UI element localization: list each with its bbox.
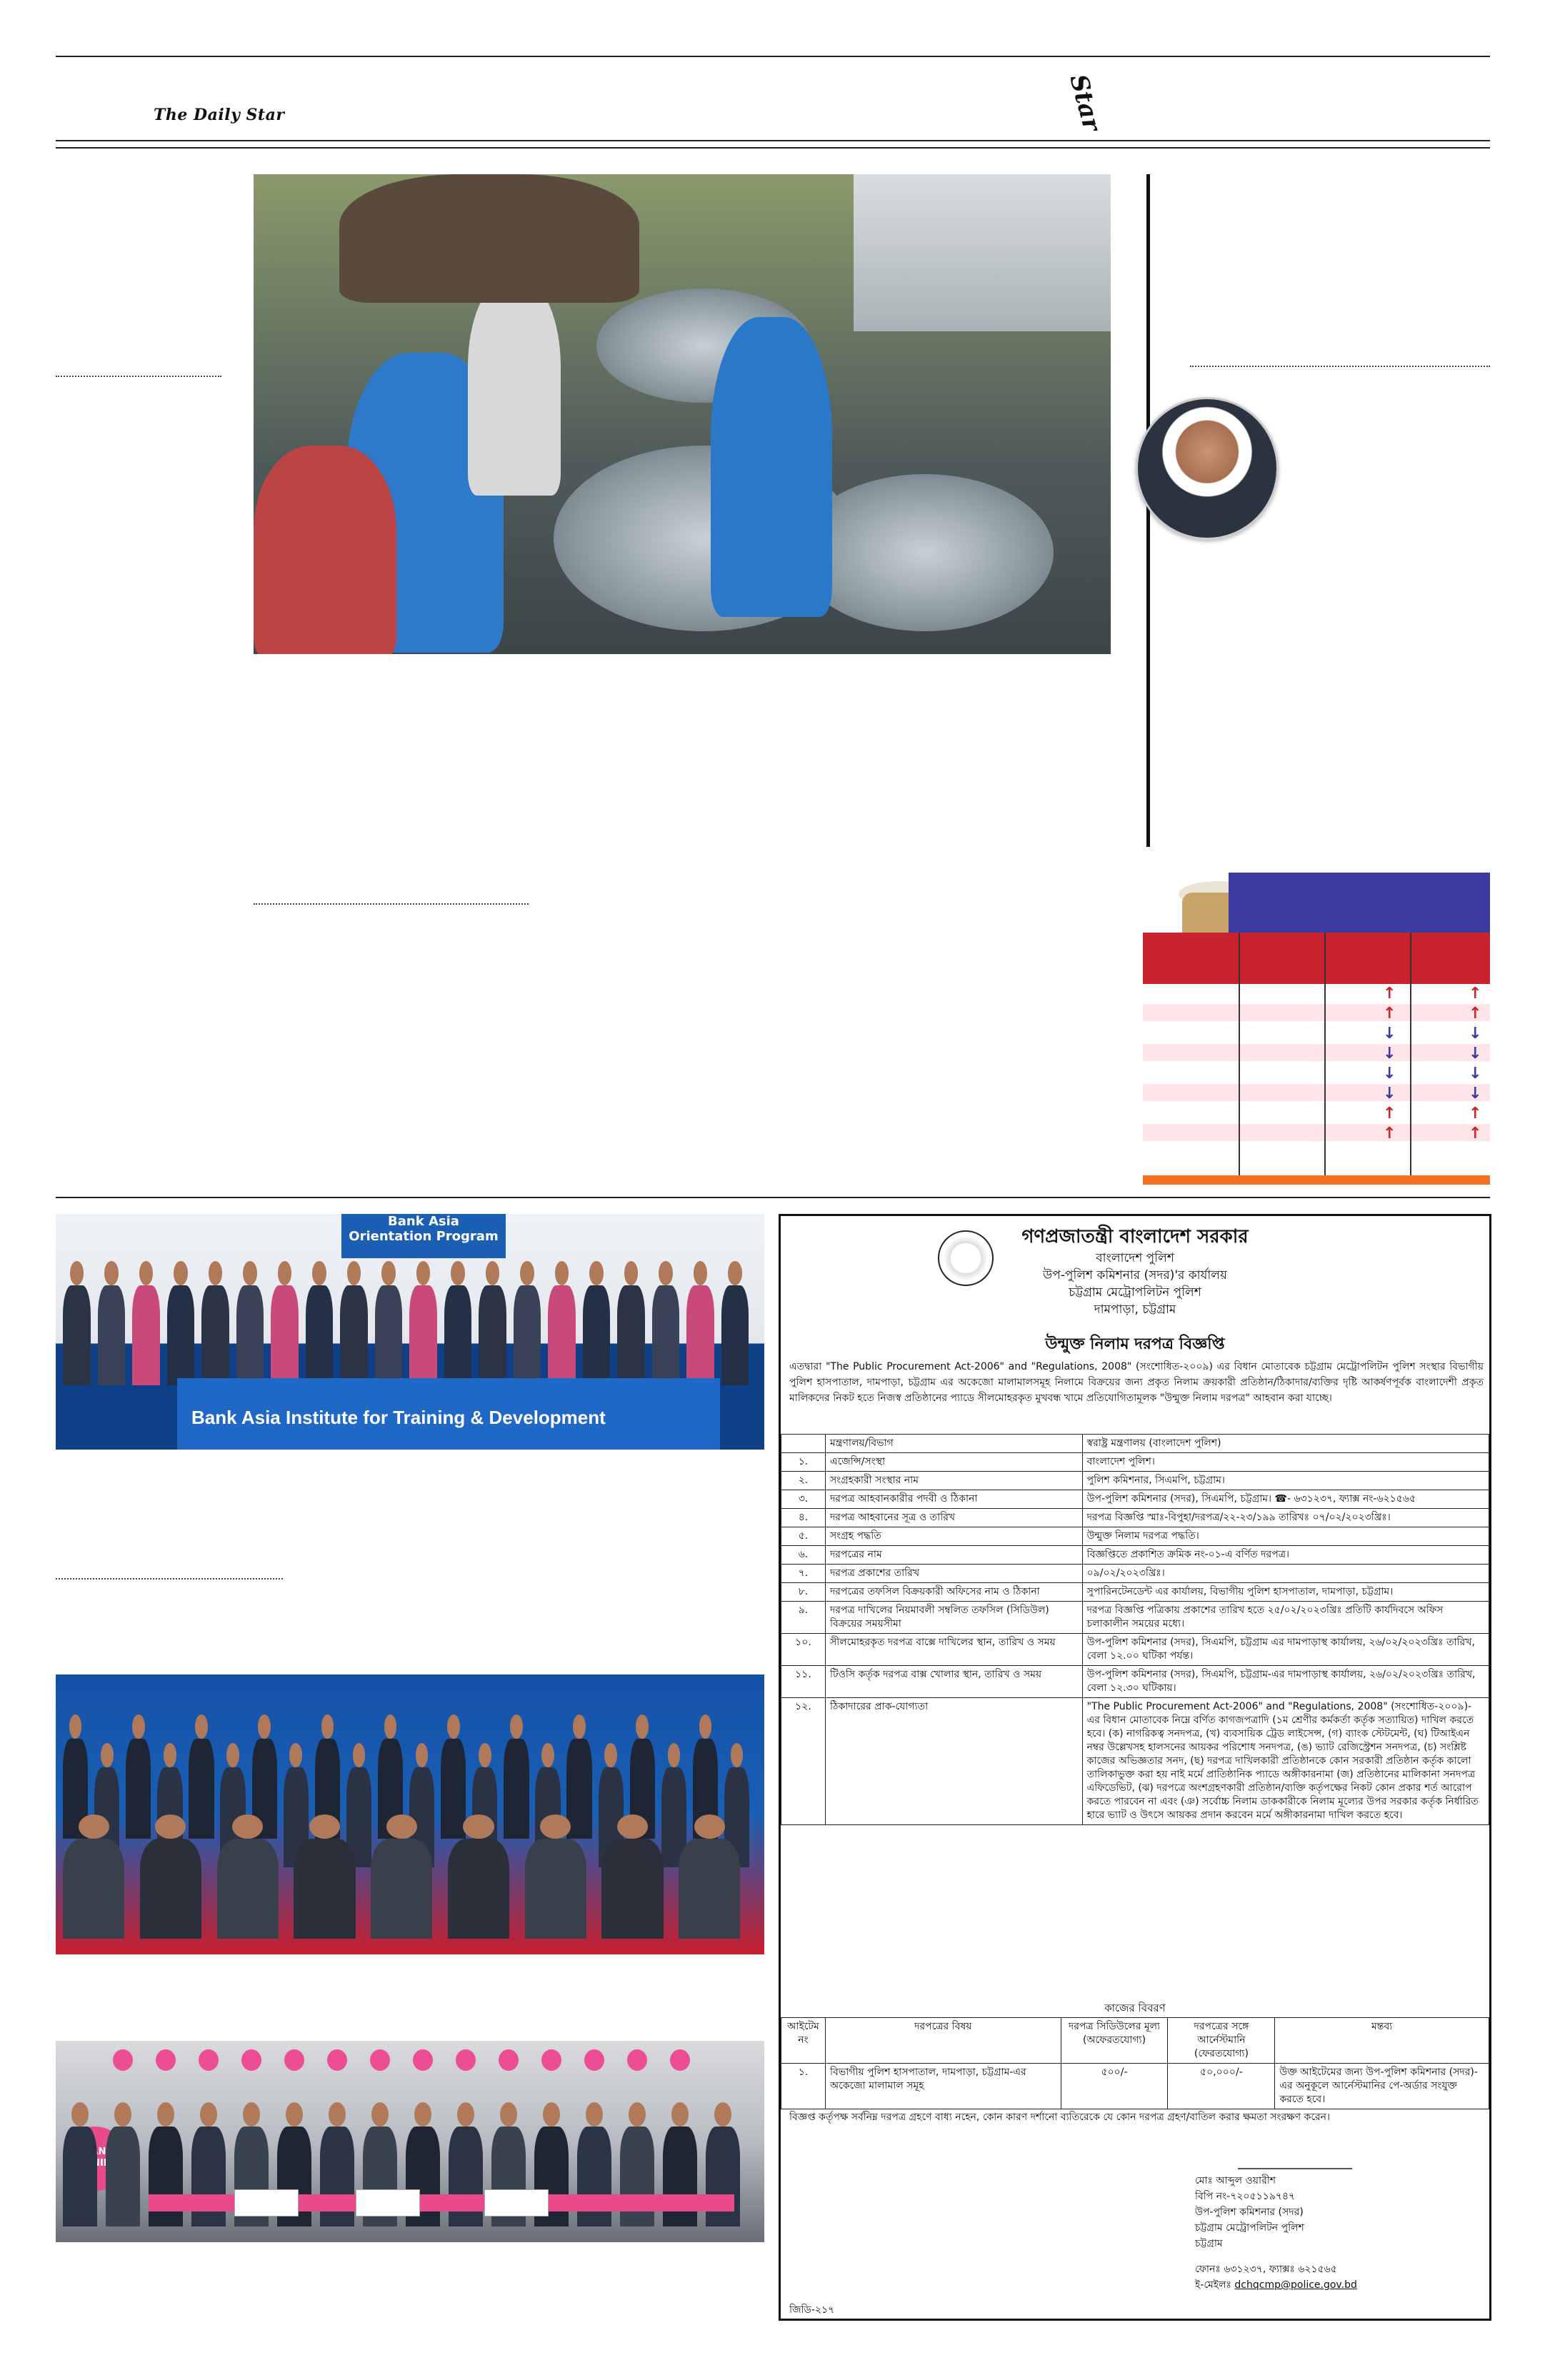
- person-silhouette: [98, 1285, 126, 1385]
- tender-row: [781, 1509, 1489, 1527]
- bank-asia-orientation-photo: [56, 1214, 764, 1450]
- person-silhouette: [375, 1285, 403, 1385]
- price-row: [1143, 1124, 1490, 1141]
- person-head: [573, 1714, 586, 1739]
- signer-block: [1195, 2173, 1409, 2293]
- person-silhouette: [371, 1839, 432, 1939]
- person-head: [624, 1261, 638, 1285]
- person-silhouette: [663, 2127, 697, 2226]
- work-description-table: [781, 2017, 1489, 2109]
- work-item-no: ১.: [781, 2064, 826, 2109]
- work-header: মন্তব্য: [1275, 2018, 1489, 2064]
- price-row: [1143, 1104, 1490, 1121]
- gd-code: জিডি-২১৭: [789, 2304, 835, 2316]
- person-head: [289, 1743, 302, 1767]
- person-head: [174, 1261, 187, 1285]
- person-head: [520, 1261, 534, 1285]
- balloon-icon: [199, 2049, 219, 2071]
- tender-cell-value: পুলিশ কমিশনার, সিএমপি, চট্টগ্রাম।: [1082, 1472, 1489, 1490]
- tender-row: [781, 1527, 1489, 1546]
- person-head: [309, 1814, 340, 1839]
- masthead-rule-1: [56, 140, 1490, 141]
- person-head: [157, 2102, 174, 2127]
- person-head: [479, 1743, 491, 1767]
- person-head: [258, 1714, 271, 1739]
- tender-row: [781, 1453, 1489, 1472]
- arrow-up-icon: ↑: [1383, 1125, 1396, 1143]
- email-link[interactable]: dchqcmp@police.gov.bd: [1234, 2279, 1357, 2291]
- person-silhouette: [444, 1285, 472, 1385]
- person-head: [312, 1261, 326, 1285]
- work-header: দরপত্রের সঙ্গে আর্নেস্টমানি (ফেরতযোগ্য): [1168, 2018, 1275, 2064]
- person-head: [451, 1261, 464, 1285]
- person-silhouette: [441, 1739, 466, 1839]
- notice-note: বিজ্ঞপ্ত কর্তৃপক্ষ সর্বনিম্ন দরপত্র গ্রহণে বাধ্য নহেন, কোন কারণ দর্শানো ব্যতিরেকে যে কোন দরপত্র গ্রহণ/বাতিল করার ক্ষমতা সংরক্ষণ করেন।: [789, 2112, 1331, 2123]
- price-chart-body: [1143, 984, 1490, 1175]
- person-head: [139, 1261, 153, 1285]
- tender-row: [781, 1546, 1489, 1565]
- arrow-up-icon: ↑: [1383, 1005, 1396, 1023]
- person-head: [728, 1261, 741, 1285]
- section-rule: [56, 1197, 1490, 1198]
- tender-cell-label: দরপত্রের তফসিল বিক্রয়কারী অফিসের নাম ও ঠিকানা: [825, 1583, 1082, 1602]
- person-silhouette: [706, 2127, 740, 2226]
- arrow-down-icon: ↓: [1469, 1025, 1482, 1043]
- person-head: [69, 1714, 82, 1739]
- person-head: [232, 1814, 263, 1839]
- caption-rule: [254, 903, 529, 905]
- right-column-rule: [1190, 366, 1490, 367]
- arrow-up-icon: ↑: [1383, 1105, 1396, 1123]
- tender-cell-no: ৬.: [781, 1546, 826, 1565]
- person-blue-shirt: [711, 317, 832, 617]
- price-col-line: [1324, 933, 1326, 1175]
- tender-cell-no: ৫.: [781, 1527, 826, 1546]
- person-head: [617, 1814, 648, 1839]
- person-silhouette: [504, 1739, 529, 1839]
- branch-opening-photo: [56, 2041, 764, 2242]
- person-silhouette: [167, 1285, 195, 1385]
- person-head: [195, 1714, 208, 1739]
- person-silhouette: [126, 1739, 151, 1839]
- tender-cell-label: দরপত্র আহবানকারীর পদবী ও ঠিকানা: [825, 1490, 1082, 1509]
- person-head: [329, 2102, 346, 2127]
- email-label: ই-মেইলঃ: [1195, 2279, 1231, 2291]
- tender-cell-label: দরপত্র আহবানের সূত্র ও তারিখ: [825, 1509, 1082, 1527]
- price-row: [1143, 1064, 1490, 1081]
- person-head: [694, 1261, 707, 1285]
- person-silhouette: [525, 1839, 586, 1939]
- person-head: [243, 2102, 260, 2127]
- person-silhouette: [652, 1285, 680, 1385]
- tender-cell-value: ০৯/০২/২০২৩খ্রিঃ।: [1082, 1565, 1489, 1583]
- person-head: [209, 1261, 222, 1285]
- notice-intro: এতদ্বারা "The Public Procurement Act-2006" and "Regulations, 2008" (সংশোধিত-২০০৯) এর বিধান মোতাবেক চট্টগ্রাম মেট্রোপলিটন পুলিশ সংস্থার বিভাগীয় পুলিশ হাসপাতাল, দামপাড়া, চট্টগ্রাম এর অকেজো মালামালসমূহ নিলামে বিক্রয়ের জন্য প্রকৃত নিলাম ক্রয়কারী প্রতিষ্ঠান/ঠিকাদার/ব্যক্তির দৃষ্টি আকর্ষণপূর্বক বাংলাদেশী প্রকৃত মালিকদের নিকট হতে নিজস্ব প্রতিষ্ঠানের প্যাডে সীলমোহরকৃত মুখবন্ধ খামে প্রতিযোগিতামূলক "উন্মুক্ত নিলাম দরপত্র" আহবান করা যাচ্ছে।: [789, 1361, 1484, 1404]
- balloon-icon: [627, 2049, 647, 2071]
- person-silhouette: [409, 1285, 437, 1385]
- person-silhouette: [340, 1285, 368, 1385]
- ribbon-placard: [484, 2189, 549, 2216]
- ribbon-placard: [356, 2189, 420, 2216]
- balloon-icon: [456, 2049, 476, 2071]
- masthead-rule-2: [56, 147, 1490, 149]
- person-head: [486, 1261, 499, 1285]
- person-silhouette: [106, 2127, 140, 2226]
- person-head: [636, 1714, 649, 1739]
- price-row: [1143, 984, 1490, 1001]
- balloon-icon: [156, 2049, 176, 2071]
- tender-cell-no: ১১.: [781, 1666, 826, 1698]
- tender-cell-value: স্বরাষ্ট্র মন্ত্রণালয় (বাংলাদেশ পুলিশ): [1082, 1435, 1489, 1453]
- masthead-daily-star: The Daily Star: [154, 106, 285, 124]
- person-head: [659, 1261, 672, 1285]
- work-row: [781, 2064, 1489, 2109]
- signer-post: উপ-পুলিশ কমিশনার (সদর): [1195, 2206, 1304, 2218]
- person-silhouette: [306, 1285, 334, 1385]
- arrow-up-icon: ↑: [1469, 1125, 1482, 1143]
- tender-row: [781, 1583, 1489, 1602]
- tender-cell-no: ২.: [781, 1472, 826, 1490]
- event-banner: [341, 1214, 506, 1258]
- balloon-icon: [670, 2049, 690, 2071]
- person-head: [510, 1714, 523, 1739]
- person-head: [286, 2102, 303, 2127]
- person-silhouette: [189, 1739, 214, 1839]
- work-earnest-money: ৫০,০০০/-: [1168, 2064, 1275, 2109]
- tender-cell-value: উপ-পুলিশ কমিশনার (সদর), সিএমপি, চট্টগ্রাম। ☎- ৬৩১২৩৭, ফ্যাক্স নং-৬২১৫৬৫: [1082, 1490, 1489, 1509]
- balloon-icon: [370, 2049, 390, 2071]
- left-column-rule: [56, 376, 221, 377]
- event-table-banner: [177, 1378, 720, 1450]
- person-silhouette: [449, 2127, 483, 2226]
- signer-phone: ফোনঃ ৬৩১২৩৭, ফ্যাক্সঃ ৬২১৫৬৫: [1195, 2264, 1337, 2275]
- person-head: [243, 1261, 256, 1285]
- tender-cell-value: দরপত্র বিজ্ঞপ্তি স্মাঃ-বিপুহা/দরপত্র/২২-২৩/১৯৯ তারিখঃ ০৭/০২/২০২৩খ্রিঃ।: [1082, 1509, 1489, 1527]
- person-head: [463, 1814, 494, 1839]
- person-silhouette: [63, 1285, 91, 1385]
- person-head: [555, 1261, 569, 1285]
- tender-cell-no: ৯.: [781, 1602, 826, 1634]
- banner-subtitle: Orientation Program: [349, 1229, 499, 1244]
- notice-govt-title: গণপ্রজাতন্ত্রী বাংলাদেশ সরকার: [1021, 1226, 1249, 1247]
- tender-cell-label: দরপত্র দাখিলের নিয়মাবলী সম্বলিত তফসিল (সিডিউল) বিক্রয়ের সময়সীমা: [825, 1602, 1082, 1634]
- signer-name: মোঃ আব্দুল ওয়ারীশ: [1195, 2175, 1276, 2186]
- person-silhouette: [294, 1839, 355, 1939]
- person-head: [321, 1714, 334, 1739]
- person-silhouette: [577, 2127, 611, 2226]
- arrow-up-icon: ↑: [1383, 985, 1396, 1003]
- person-head: [500, 2102, 517, 2127]
- tender-row: [781, 1490, 1489, 1509]
- top-rule: [56, 56, 1490, 57]
- person-head: [386, 1814, 417, 1839]
- person-head: [132, 1714, 145, 1739]
- arrow-down-icon: ↓: [1469, 1065, 1482, 1083]
- person-silhouette: [63, 2127, 97, 2226]
- person-head: [101, 1743, 114, 1767]
- price-chart-header: [1143, 933, 1490, 984]
- person-silhouette: [566, 1739, 591, 1839]
- balloon-icon: [327, 2049, 347, 2071]
- balloon-icon: [284, 2049, 304, 2071]
- tender-cell-no: ১২.: [781, 1698, 826, 1825]
- tender-cell-value: "The Public Procurement Act-2006" and "Regulations, 2008" (সংশোধিত-২০০৯)-এর বিধান মোতাবেক নিম্নে বর্ণিত কাগজপত্রাদি (১ম শ্রেণীর কর্মকর্তা কর্তৃক সত্যায়িত) দাখিল করতে হবে। (ক) নাগরিকত্ব সনদপত্র, (খ) ব্যবসায়িক ট্রেড লাইসেন্স, (গ) ব্যাংক স্টেটমেন্ট, (ঘ) টিআইএন নম্বর উল্লেখসহ হালসনের আয়কর পরিশোধ সনদপত্র, (ঙ) ভ্যাট রেজিস্ট্রেশন সনদপত্র, (চ) সংশ্লিষ্ট কাজের অভিজ্ঞতার সনদ, (ছ) দরপত্র দাখিলকারী প্রতিষ্ঠানকে কোন সরকারী প্রতিষ্ঠান কর্তৃক কালো তালিকাভুক্ত করা হয় নাই মর্মে প্রাতিষ্ঠানিক প্যাডে অঙ্গীকারনামা (জ) প্রতিষ্ঠানের মালিকানা সনদপত্র এফিডেভিট, (ঝ) দরপত্রে অংশগ্রহণকারী প্রতিষ্ঠান/ব্যক্তি কর্তৃপক্ষের নিকট কোন প্রকার শর্ত আরোপ করতে পারবেন না এবং (ঞ) সর্বোচ্চ নিলাম ডাককারীকে নিলাম মূল্যের উপর সরকার কর্তৃক নির্ধারিত হারে ভ্যাট ও উৎসে আয়কর প্রদান করবেন মর্মে অঙ্গীকারনামা দাখিল করতে হবে।: [1082, 1698, 1489, 1825]
- person-head: [381, 1261, 395, 1285]
- person-head: [278, 1261, 291, 1285]
- tender-cell-value: বাংলাদেশ পুলিশ।: [1082, 1453, 1489, 1472]
- tender-cell-label: দরপত্রের নাম: [825, 1546, 1082, 1565]
- person-head: [70, 1261, 84, 1285]
- officer-signature: [1238, 2148, 1352, 2169]
- tender-cell-value: বিজ্ঞপ্তিতে প্রকাশিত ক্রমিক নং-০১-এ বর্ণিত দরপত্র।: [1082, 1546, 1489, 1565]
- ad-caption-rule: [56, 1578, 283, 1580]
- person-head: [353, 1743, 366, 1767]
- tender-row: [781, 1602, 1489, 1634]
- person-head: [104, 1261, 118, 1285]
- person-head: [414, 2102, 431, 2127]
- person-silhouette: [320, 2127, 354, 2226]
- arrow-down-icon: ↓: [1383, 1085, 1396, 1103]
- tender-row: [781, 1634, 1489, 1666]
- tender-cell-value: সুপারিনটেনডেন্ট এর কার্যালয়, বিভাগীয় পুলিশ হাসপাতাল, দামপাড়া, চট্টগ্রাম।: [1082, 1583, 1489, 1602]
- tender-cell-label: সীলমোহরকৃত দরপত্র বাক্সে দাখিলের স্থান, তারিখ ও সময়: [825, 1634, 1082, 1666]
- person-silhouette: [686, 1285, 714, 1385]
- tender-cell-label: ঠিকাদারের প্রাক-যোগ্যতা: [825, 1698, 1082, 1825]
- market-window: [854, 174, 1111, 331]
- person-head: [540, 1814, 571, 1839]
- person-head: [416, 1743, 429, 1767]
- person-head: [347, 1261, 361, 1285]
- person-head: [164, 1743, 176, 1767]
- person-silhouette: [271, 1285, 299, 1385]
- person-head: [371, 2102, 389, 2127]
- person-silhouette: [448, 1839, 509, 1939]
- tender-cell-no: ৮.: [781, 1583, 826, 1602]
- signer-org: চট্টগ্রাম মেট্রোপলিটন পুলিশ: [1195, 2222, 1304, 2234]
- tender-row: [781, 1472, 1489, 1490]
- arrow-down-icon: ↓: [1469, 1045, 1482, 1063]
- work-header: দরপত্রের বিষয়: [825, 2018, 1061, 2064]
- person-head: [416, 1261, 430, 1285]
- person-silhouette: [201, 1285, 229, 1385]
- work-header-row: [781, 2018, 1489, 2064]
- tender-row: [781, 1435, 1489, 1453]
- price-row: [1143, 1024, 1490, 1041]
- tender-info-table: [781, 1434, 1489, 1825]
- balloon-icon: [584, 2049, 604, 2071]
- price-col-line: [1239, 933, 1240, 1175]
- person-silhouette: [583, 1285, 611, 1385]
- ribbon-placard: [234, 2189, 299, 2216]
- person-head: [457, 2102, 474, 2127]
- tender-row: [781, 1565, 1489, 1583]
- masthead-star-logo: Star: [1064, 71, 1106, 134]
- person-silhouette: [191, 2127, 226, 2226]
- person-silhouette: [617, 1285, 645, 1385]
- person-silhouette: [132, 1285, 160, 1385]
- arrow-up-icon: ↑: [1469, 985, 1482, 1003]
- person-silhouette: [721, 1285, 749, 1385]
- tender-cell-value: উপ-পুলিশ কমিশনার (সদর), সিএমপি, চট্টগ্রাম-এর দামপাড়াস্থ কার্যালয়, ২৬/০২/২০২৩খ্রিঃ তারিখ, বেলা ১২.৩০ ঘটিকায়।: [1082, 1666, 1489, 1698]
- notice-location: দামপাড়া, চট্টগ্রাম: [1094, 1302, 1176, 1317]
- tender-cell-value: দরপত্র বিজ্ঞপ্তি পত্রিকায় প্রকাশের তারিখ হতে ২৫/০২/২০২৩খ্রিঃ প্রতিটি কার্যদিবসে অফিস চলাকালীন সময়ের মধ্যে।: [1082, 1602, 1489, 1634]
- price-col-line: [1410, 933, 1411, 1175]
- person-head: [671, 2102, 689, 2127]
- person-head: [200, 2102, 217, 2127]
- person-head: [543, 2102, 560, 2127]
- fish-pile: [796, 474, 1054, 631]
- balloon-icon: [113, 2049, 133, 2071]
- notice-metro: চট্টগ্রাম মেট্রোপলিটন পুলিশ: [1069, 1285, 1201, 1300]
- commodity-price-graphic: [1143, 873, 1490, 1185]
- tender-notice: [779, 1214, 1491, 2321]
- person-silhouette: [479, 1285, 506, 1385]
- tender-cell-label: এজেন্সি/সংস্থা: [825, 1453, 1082, 1472]
- person-head: [589, 1261, 603, 1285]
- price-row: [1143, 1084, 1490, 1101]
- person-silhouette: [514, 1285, 541, 1385]
- person-silhouette: [149, 2127, 183, 2226]
- person-head: [699, 1714, 712, 1739]
- person-head: [604, 1743, 617, 1767]
- person-silhouette: [620, 2127, 654, 2226]
- person-bystander: [254, 446, 396, 654]
- work-header: দরপত্র সিডিউলের মূল্য (অফেরতযোগ্য): [1061, 2018, 1168, 2064]
- work-schedule-price: ৫০০/-: [1061, 2064, 1168, 2109]
- person-silhouette: [217, 1839, 279, 1939]
- person-head: [79, 1814, 109, 1839]
- arrow-up-icon: ↑: [1469, 1005, 1482, 1023]
- columnist-portrait: [1136, 397, 1279, 540]
- arrow-down-icon: ↓: [1469, 1085, 1482, 1103]
- person-head: [114, 2102, 131, 2127]
- tender-cell-value: উপ-পুলিশ কমিশনার (সদর), সিএমপি, চট্টগ্রাম এর দামপাড়াস্থ কার্যালয়, ২৬/০২/২০২৩খ্রিঃ তারিখ, বেলা ১২.০০ ঘটিকা পর্যন্ত।: [1082, 1634, 1489, 1666]
- notice-heading: উন্মুক্ত নিলাম দরপত্র বিজ্ঞপ্তি: [1045, 1335, 1225, 1353]
- tender-cell-no: ৪.: [781, 1509, 826, 1527]
- tender-cell-label: সংগ্রহকারী সংস্থার নাম: [825, 1472, 1082, 1490]
- signer-bp: বিপি নং-৭২০৫১১৯৭৪৭: [1195, 2191, 1296, 2202]
- tender-cell-no: ১.: [781, 1453, 826, 1472]
- person-head: [586, 2102, 603, 2127]
- person-silhouette: [601, 1839, 663, 1939]
- work-header: আইটেম নং: [781, 2018, 826, 2064]
- person-head: [629, 2102, 646, 2127]
- work-description-title: কাজের বিবরণ: [1104, 2002, 1166, 2014]
- balloon-icon: [413, 2049, 433, 2071]
- tender-cell-label: দরপত্র প্রকাশের তারিখ: [825, 1565, 1082, 1583]
- person-head: [731, 1743, 744, 1767]
- person-crowd: [339, 174, 639, 303]
- balloon-icon: [499, 2049, 519, 2071]
- price-row: [1143, 1044, 1490, 1061]
- notice-office: উপ-পুলিশ কমিশনার (সদর)'র কার্যালয়: [1043, 1268, 1227, 1282]
- person-head: [384, 1714, 397, 1739]
- tender-row: [781, 1698, 1489, 1825]
- arrow-down-icon: ↓: [1383, 1045, 1396, 1063]
- tender-cell-value: উন্মুক্ত নিলাম দরপত্র পদ্ধতি।: [1082, 1527, 1489, 1546]
- price-chart-title-band: [1229, 873, 1490, 933]
- notice-police: বাংলাদেশ পুলিশ: [1096, 1251, 1174, 1265]
- tender-row: [781, 1666, 1489, 1698]
- person-silhouette: [679, 1839, 740, 1939]
- person-silhouette: [236, 1285, 264, 1385]
- tender-cell-label: টিওসি কর্তৃক দরপত্র বাক্স খোলার স্থান, তারিখ ও সময়: [825, 1666, 1082, 1698]
- tender-cell-no: ৭.: [781, 1565, 826, 1583]
- fish-market-photo: [254, 174, 1111, 654]
- person-silhouette: [140, 1839, 201, 1939]
- signer-city: চট্টগ্রাম: [1195, 2238, 1223, 2249]
- person-white-shirt: [468, 281, 561, 496]
- arrow-up-icon: ↑: [1469, 1105, 1482, 1123]
- balloon-icon: [241, 2049, 261, 2071]
- person-head: [71, 2102, 89, 2127]
- price-row: [1143, 1004, 1490, 1021]
- person-silhouette: [548, 1285, 576, 1385]
- tender-cell-no: ১০.: [781, 1634, 826, 1666]
- work-remark: উক্ত আইটেমের জন্য উপ-পুলিশ কমিশনার (সদর)-এর অনুকূলে আর্নেস্টমানির পে-অর্ডার সংযুক্ত করতে হবে।: [1275, 2064, 1489, 2109]
- tender-cell-label: সংগ্রহ পদ্ধতি: [825, 1527, 1082, 1546]
- group-photo-event: [56, 1674, 764, 1954]
- person-head: [447, 1714, 460, 1739]
- signer-email-line: [1195, 2277, 1409, 2293]
- person-head: [668, 1743, 681, 1767]
- table-banner-text: Bank Asia Institute for Training & Development: [191, 1407, 606, 1428]
- tender-cell-no: ৩.: [781, 1490, 826, 1509]
- tender-cell-label: মন্ত্রণালয়/বিভাগ: [825, 1435, 1082, 1453]
- person-head: [226, 1743, 239, 1767]
- work-subject: বিভাগীয় পুলিশ হাসপাতাল, দামপাড়া, চট্টগ্রাম-এর অকেজো মালামাল সমূহ: [825, 2064, 1061, 2109]
- person-head: [541, 1743, 554, 1767]
- tender-cell-no: [781, 1435, 826, 1453]
- balloon-icon: [541, 2049, 561, 2071]
- banner-title: Bank Asia: [388, 1214, 459, 1229]
- person-head: [714, 2102, 731, 2127]
- arrow-down-icon: ↓: [1383, 1065, 1396, 1083]
- price-chart-footer: [1143, 1175, 1490, 1185]
- person-silhouette: [63, 1839, 124, 1939]
- person-head: [694, 1814, 725, 1839]
- arrow-down-icon: ↓: [1383, 1025, 1396, 1043]
